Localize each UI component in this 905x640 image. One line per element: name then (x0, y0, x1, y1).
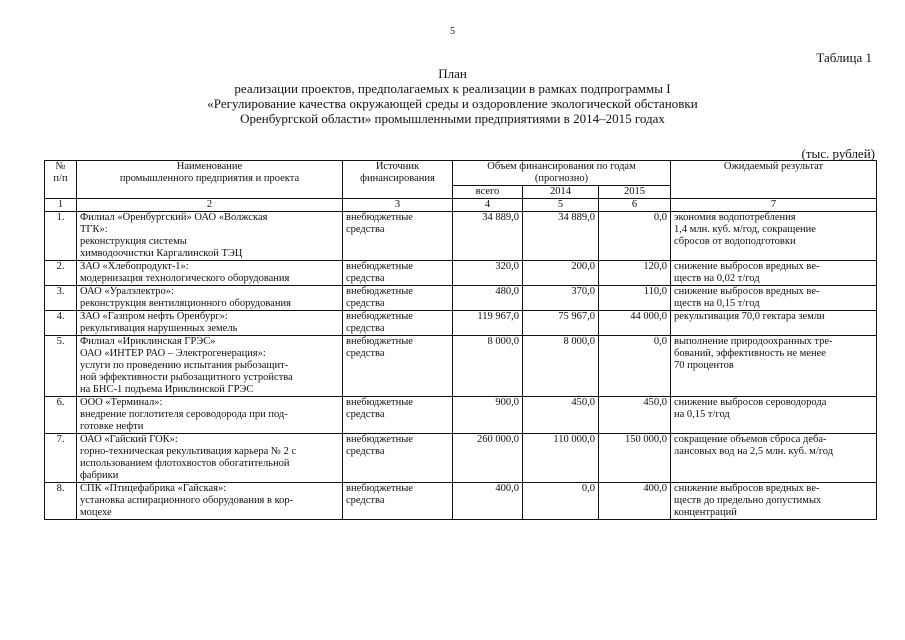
amount-2014: 75 967,0 (523, 311, 599, 336)
document-title (0, 66, 905, 126)
column-number-row (45, 199, 877, 212)
expected-result (671, 261, 877, 286)
row-number: 6. (45, 397, 77, 434)
funding-source-line: средства (346, 446, 385, 457)
project-name-line: реконструкция вентиляционного оборудования (80, 298, 291, 309)
plan-table-body (45, 199, 877, 520)
project-name-line: горно-техническая рекультивация карьера № 2 с (80, 446, 297, 457)
funding-source-line: внебюджетные (346, 483, 413, 494)
expected-result-line: ществ до предельно допустимых (674, 495, 822, 506)
amount-2015: 110,0 (599, 286, 671, 311)
page-number: 5 (450, 26, 455, 37)
plan-table (44, 160, 877, 520)
title-line: План (438, 66, 467, 81)
table-row (45, 286, 877, 311)
header-source-line: финансирования (360, 173, 435, 184)
funding-source-line: средства (346, 273, 385, 284)
table-row (45, 261, 877, 286)
project-name (77, 336, 343, 397)
expected-result (671, 397, 877, 434)
funding-source-line: средства (346, 495, 385, 506)
project-name-line: химводоочистки Каргалинской ТЭЦ (80, 248, 243, 259)
project-name-line: ЗАО «Газпром нефть Оренбург»: (80, 311, 228, 322)
funding-source (343, 286, 453, 311)
table-row (45, 397, 877, 434)
expected-result-line: сбросов от водоподготовки (674, 236, 796, 247)
expected-result-line: на 0,15 т/год (674, 409, 730, 420)
project-name-line: моцехе (80, 507, 112, 518)
expected-result-line: концентраций (674, 507, 737, 518)
header-funding-line: (прогнозно) (534, 173, 589, 184)
amount-2015: 400,0 (599, 483, 671, 520)
funding-source-line: внебюджетные (346, 397, 413, 408)
amount-2014: 8 000,0 (523, 336, 599, 397)
expected-result-line: ществ на 0,15 т/год (674, 298, 760, 309)
funding-source-line: средства (346, 298, 385, 309)
funding-source-line: средства (346, 224, 385, 235)
header-funding (453, 161, 671, 186)
table-row (45, 434, 877, 483)
expected-result (671, 483, 877, 520)
project-name-line: ООО «Терминал»: (80, 397, 163, 408)
expected-result-line: бований, эффективность не менее (674, 348, 826, 359)
amount-total: 320,0 (453, 261, 523, 286)
project-name-line: модернизация технологического оборудования (80, 273, 290, 284)
amount-2015: 0,0 (599, 336, 671, 397)
project-name-line: Филиал «Оренбургский» ОАО «Волжская (80, 212, 268, 223)
amount-total: 900,0 (453, 397, 523, 434)
expected-result-line: 1,4 млн. куб. м/год, сокращение (674, 224, 816, 235)
project-name-line: ЗАО «Хлебопродукт-1»: (80, 261, 189, 272)
expected-result-line: рекультивация 70,0 гектара земли (674, 311, 825, 322)
expected-result-line: снижение выбросов сероводорода (674, 397, 827, 408)
funding-source-line: внебюджетные (346, 336, 413, 347)
funding-source-line: внебюджетные (346, 212, 413, 223)
amount-total: 8 000,0 (453, 336, 523, 397)
expected-result (671, 212, 877, 261)
project-name-line: использованием флотохвостов обогатительной (80, 458, 290, 469)
header-no-line: № (55, 161, 66, 172)
row-number: 4. (45, 311, 77, 336)
table-label: Таблица 1 (816, 50, 872, 65)
project-name-line: рекультивация нарушенных земель (80, 323, 238, 334)
project-name (77, 311, 343, 336)
funding-source-line: внебюджетные (346, 286, 413, 297)
amount-2014: 110 000,0 (523, 434, 599, 483)
funding-source-line: внебюджетные (346, 261, 413, 272)
project-name-line: услуги по проведению испытания рыбозащит- (80, 360, 289, 371)
funding-source (343, 261, 453, 286)
project-name-line: Филиал «Ириклинская ГРЭС» (80, 336, 216, 347)
row-number: 8. (45, 483, 77, 520)
row-number: 2. (45, 261, 77, 286)
amount-2015: 120,0 (599, 261, 671, 286)
table-row (45, 212, 877, 261)
header-name-line: промышленного предприятия и проекта (119, 173, 300, 184)
expected-result (671, 311, 877, 336)
amount-total: 480,0 (453, 286, 523, 311)
funding-source-line: средства (346, 348, 385, 359)
funding-source (343, 397, 453, 434)
project-name (77, 212, 343, 261)
project-name-line: ОАО «ИНТЕР РАО – Электрогенерация»: (80, 348, 266, 359)
header-total: всего (453, 186, 523, 199)
funding-source (343, 434, 453, 483)
expected-result (671, 336, 877, 397)
amount-total: 400,0 (453, 483, 523, 520)
column-number: 6 (599, 199, 671, 212)
header-funding-line: Объем финансирования по годам (487, 161, 636, 172)
project-name (77, 397, 343, 434)
column-number: 1 (45, 199, 77, 212)
expected-result-line: снижение выбросов вредных ве- (674, 261, 820, 272)
project-name-line: СПК «Птицефабрика «Гайская»: (80, 483, 227, 494)
column-number: 7 (671, 199, 877, 212)
expected-result-line: снижение выбросов вредных ве- (674, 286, 820, 297)
expected-result-line: 70 процентов (674, 360, 734, 371)
header-name (77, 161, 343, 199)
funding-source (343, 483, 453, 520)
amount-2015: 450,0 (599, 397, 671, 434)
project-name (77, 286, 343, 311)
column-number: 3 (343, 199, 453, 212)
title-line: «Регулирование качества окружающей среды и оздоровление экологической обстановки (207, 96, 698, 111)
amount-total: 119 967,0 (453, 311, 523, 336)
project-name-line: на БНС-1 подъема Ириклинской ГРЭС (80, 384, 254, 395)
expected-result-line: снижение выбросов вредных ве- (674, 483, 820, 494)
project-name (77, 261, 343, 286)
expected-result-line: ществ на 0,02 т/год (674, 273, 760, 284)
amount-2014: 0,0 (523, 483, 599, 520)
expected-result (671, 286, 877, 311)
row-number: 1. (45, 212, 77, 261)
project-name-line: установка аспирационного оборудования в кор- (80, 495, 294, 506)
amount-total: 260 000,0 (453, 434, 523, 483)
funding-source-line: внебюджетные (346, 311, 413, 322)
header-source (343, 161, 453, 199)
header-source-line: Источник (375, 161, 420, 172)
funding-source (343, 212, 453, 261)
table-row (45, 311, 877, 336)
expected-result-line: экономия водопотребления (674, 212, 796, 223)
table-row (45, 336, 877, 397)
header-no-line: п/п (53, 173, 68, 184)
amount-2015: 0,0 (599, 212, 671, 261)
units-label: (тыс. рублей) (801, 146, 875, 161)
title-line: Оренбургской области» промышленными предприятиями в 2014–2015 годах (240, 111, 665, 126)
funding-source-line: средства (346, 409, 385, 420)
funding-source-line: средства (346, 323, 385, 334)
amount-2014: 200,0 (523, 261, 599, 286)
table-row (45, 483, 877, 520)
amount-2014: 450,0 (523, 397, 599, 434)
header-2014: 2014 (523, 186, 599, 199)
project-name-line: ОАО «Уралэлектро»: (80, 286, 174, 297)
project-name (77, 434, 343, 483)
column-number: 2 (77, 199, 343, 212)
funding-source (343, 336, 453, 397)
row-number: 5. (45, 336, 77, 397)
expected-result-line: выполнение природоохранных тре- (674, 336, 833, 347)
header-2015: 2015 (599, 186, 671, 199)
funding-source (343, 311, 453, 336)
header-name-line: Наименование (176, 161, 243, 172)
project-name-line: ТГК»: (80, 224, 108, 235)
project-name-line: внедрение поглотителя сероводорода при под- (80, 409, 288, 420)
amount-2015: 44 000,0 (599, 311, 671, 336)
header-no (45, 161, 77, 199)
amount-2014: 34 889,0 (523, 212, 599, 261)
amount-2015: 150 000,0 (599, 434, 671, 483)
column-number: 4 (453, 199, 523, 212)
amount-2014: 370,0 (523, 286, 599, 311)
project-name-line: готовке нефти (80, 421, 144, 432)
project-name (77, 483, 343, 520)
project-name-line: ОАО «Гайский ГОК»: (80, 434, 178, 445)
amount-total: 34 889,0 (453, 212, 523, 261)
expected-result-line: лансовых вод на 2,5 млн. куб. м/год (674, 446, 834, 457)
row-number: 3. (45, 286, 77, 311)
column-number: 5 (523, 199, 599, 212)
row-number: 7. (45, 434, 77, 483)
expected-result-line: сокращение объемов сброса деба- (674, 434, 827, 445)
project-name-line: реконструкция системы (80, 236, 187, 247)
project-name-line: фабрики (80, 470, 119, 481)
header-result: Ожидаемый результат (671, 161, 877, 199)
expected-result (671, 434, 877, 483)
funding-source-line: внебюджетные (346, 434, 413, 445)
project-name-line: ной эффективности рыбозащитного устройства (80, 372, 293, 383)
title-line: реализации проектов, предполагаемых к реализации в рамках подпрограммы I (234, 81, 671, 96)
